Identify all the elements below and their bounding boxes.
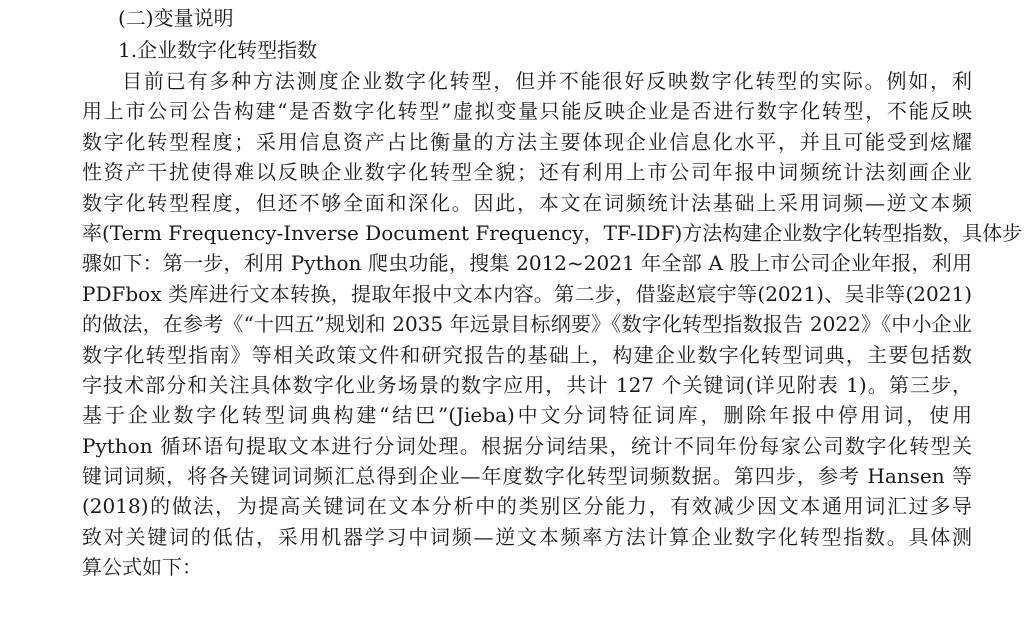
section-heading: (二)变量说明 [118, 6, 234, 30]
paragraph-line: 致对关键词的低估，采用机器学习中词频—逆文本频率方法计算企业数字化转型指数。具体测 [82, 524, 972, 549]
paragraph-line: 用上市公司公告构建“是否数字化转型”虚拟变量只能反映企业是否进行数字化转型，不能反映 [82, 99, 972, 124]
paragraph-line: 数字化转型指南》等相关政策文件和研究报告的基础上，构建企业数字化转型词典，主要包括数 [82, 342, 972, 367]
paragraph-line: 的做法，在参考《“十四五”规划和 2035 年远景目标纲要》《数字化转型指数报告 2022》《中小企业 [82, 312, 972, 337]
paragraph-line: 数字化转型程度；采用信息资产占比衡量的方法主要体现企业信息化水平，并且可能受到炫耀 [82, 129, 972, 154]
paragraph-line: Python 循环语句提取文本进行分词处理。根据分词结果，统计不同年份每家公司数字化转型关 [82, 433, 972, 458]
paragraph-line: 数字化转型程度，但还不够全面和深化。因此，本文在词频统计法基础上采用词频—逆文本频 [82, 190, 972, 215]
paragraph-line: 字技术部分和关注具体数字化业务场景的数字应用，共计 127 个关键词(详见附表 1)。第三步， [82, 372, 972, 397]
paragraph-line: 键词词频，将各关键词词频汇总得到企业—年度数字化转型词频数据。第四步，参考 Hansen 等 [82, 464, 972, 489]
paragraph-line: 率(Term Frequency-Inverse Document Frequency，TF-IDF)方法构建企业数字化转型指数，具体步 [82, 220, 1023, 245]
paragraph-line: 性资产干扰使得难以反映企业数字化转型全貌；还有利用上市公司年报中词频统计法刻画企业 [82, 160, 972, 185]
paragraph-line: PDFbox 类库进行文本转换，提取年报中文本内容。第二步，借鉴赵宸宇等(2021)、吴非等(2021) [82, 281, 972, 306]
body-paragraph [82, 66, 1023, 583]
paragraph-line: 骤如下：第一步，利用 Python 爬虫功能，搜集 2012~2021 年全部 A 股上市公司企业年报，利用 [82, 251, 972, 276]
paragraph-line: 目前已有多种方法测度企业数字化转型，但并不能很好反映数字化转型的实际。例如，利 [122, 69, 972, 93]
paragraph-line: 基于企业数字化转型词典构建“结巴”(Jieba)中文分词特征词库，删除年报中停用词，使用 [82, 403, 972, 428]
subsection-heading: 1.企业数字化转型指数 [118, 38, 318, 62]
paragraph-line: 算公式如下： [82, 555, 202, 580]
paragraph-line: (2018)的做法，为提高关键词在文本分析中的类别区分能力，有效减少因文本通用词汇过多导 [82, 494, 972, 519]
